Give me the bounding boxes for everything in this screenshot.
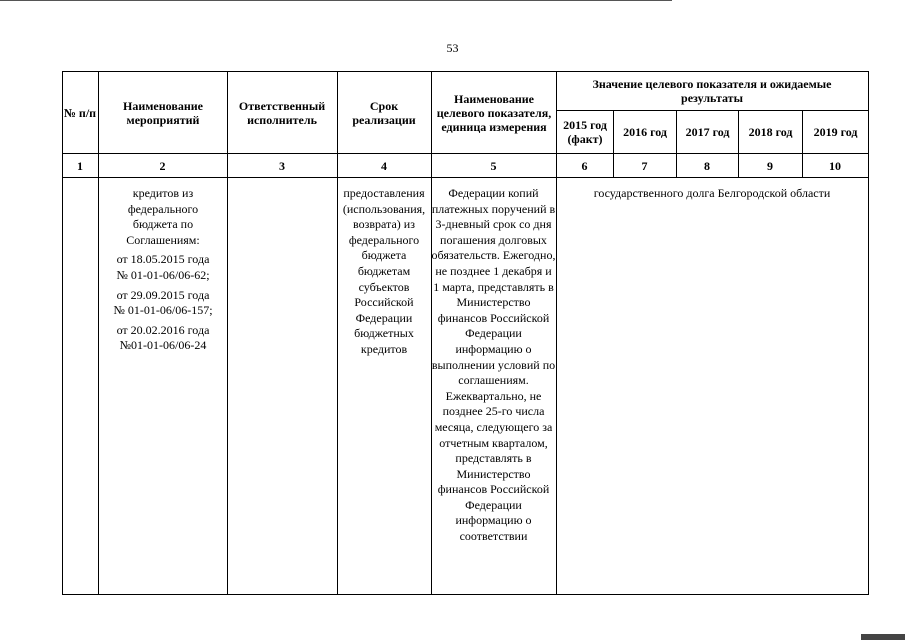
page-number: 53 [446,41,459,55]
header-year-2018: 2018 год [748,125,793,139]
cell-result: государственного долга Белгородской области [593,186,831,200]
agreement-line: от 18.05.2015 года № 01-01-06/06-62; [116,252,210,282]
column-number: 9 [767,158,773,173]
column-number: 3 [279,158,285,173]
cell-name [110,186,216,586]
header-year-2015: 2015 год (факт) [563,118,607,146]
table-border-right [868,71,869,595]
header-target-group: Значение целевого показателя и ожидаемые результаты [592,77,832,105]
header-year-2019: 2019 год [813,125,858,139]
column-number: 4 [381,158,387,173]
table-rule-col-1 [98,71,99,595]
cell-term: предоставления (использования, возврата) из федерального бюджета бюджетам субъектов Российской Федерации бюджетных кредитов [342,186,426,356]
column-number: 8 [704,158,710,173]
agreement-line: от 29.09.2015 года № 01-01-06/06-157; [113,287,213,318]
top-rule [0,0,672,1]
column-number: 7 [641,158,648,173]
header-year-2016: 2016 год [623,125,667,139]
name-line: кредитов из федерального бюджета по Соглашениям: [126,186,200,247]
column-number: 2 [159,158,166,173]
table-rule-col-2 [227,71,228,595]
table-rule-numbers-bottom [62,177,868,178]
table-border-bottom [62,594,868,595]
column-number: 6 [581,158,588,173]
agreement-line: от 20.02.2016 года №01-01-06/06-24 [116,322,210,353]
cell-indicator: Федерации копий платежных поручений в 3-дневный срок со дня погашения долговых обязательств. Ежегодно, не позднее 1 декабря и 1 марта, представлять в Министерство финансов Российской Федерации информацию о выполнении условий по соглашениям. Ежеквартально, не позднее 25-го числа месяца, следующего за отчетным кварталом, представлять в Министерство финансов Российской Федерации информацию о соответствии [431,186,556,544]
column-number: 10 [829,158,841,173]
header-responsible: Ответственный исполнитель [238,98,326,127]
header-num: № п/п [63,105,97,120]
header-name: Наименование мероприятий [123,98,203,127]
column-number: 1 [77,158,83,173]
header-term: Срок реализации [352,98,416,127]
header-year-2017: 2017 год [685,125,730,139]
column-number: 5 [490,158,497,173]
header-indicator: Наименование целевого показателя, единица измерения [436,91,552,134]
corner-mark [861,634,905,640]
